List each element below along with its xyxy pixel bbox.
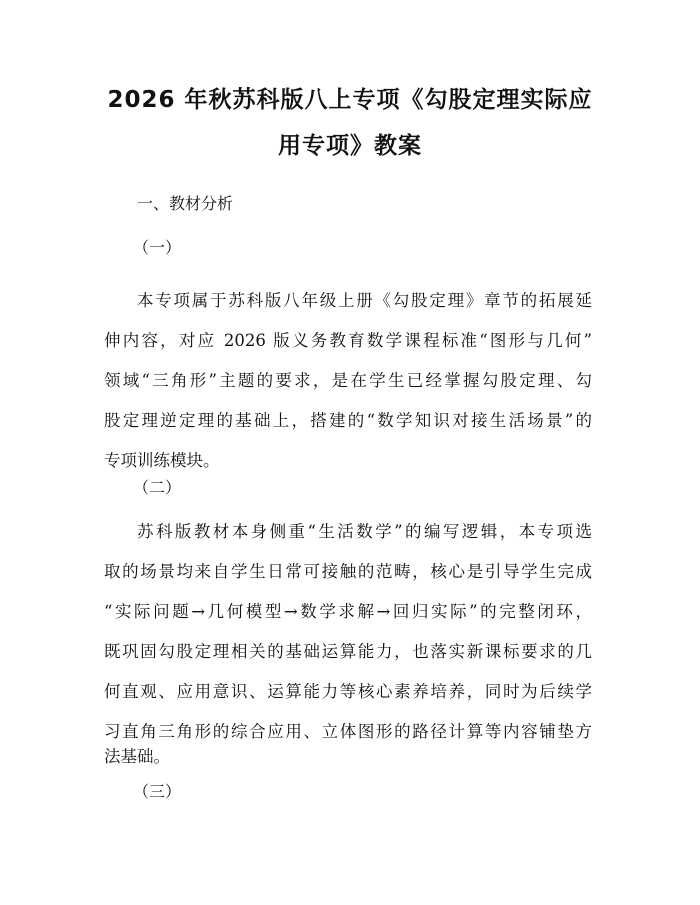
subsection-heading-1: （一） [133,238,182,257]
paragraph-2-line: “实际问题→几何模型→数学求解→回归实际”的完整闭环， [104,602,592,621]
document-title-line-1: 2026 年秋苏科版八上专项《勾股定理实际应 [107,87,593,113]
paragraph-2-line: 既巩固勾股定理相关的基础运算能力，也落实新课标要求的几 [104,642,592,661]
subsection-heading-2: （二） [133,478,182,497]
paragraph-1-line: 领域“三角形”主题的要求，是在学生已经掌握勾股定理、勾 [104,371,592,390]
section-heading: 一、教材分析 [137,194,234,213]
paragraph-1-line: 伸内容，对应 2026 版义务教育数学课程标准“图形与几何” [104,331,592,350]
paragraph-1-line: 本专项属于苏科版八年级上册《勾股定理》章节的拓展延 [137,291,592,310]
paragraph-2-line: 苏科版教材本身侧重“生活数学”的编写逻辑，本专项选 [137,522,592,541]
paragraph-2-line: 取的场景均来自学生日常可接触的范畴，核心是引导学生完成 [104,562,592,581]
paragraph-2-line: 法基础。 [104,747,170,766]
document-title-line-2: 用专项》教案 [278,133,422,159]
paragraph-1-line: 股定理逆定理的基础上，搭建的“数学知识对接生活场景”的 [104,411,592,430]
paragraph-1-line: 专项训练模块。 [104,451,220,470]
paragraph-2-line: 习直角三角形的综合应用、立体图形的路径计算等内容铺垫方 [104,722,592,741]
subsection-heading-3: （三） [133,782,182,801]
paragraph-2-line: 何直观、应用意识、运算能力等核心素养培养，同时为后续学 [104,682,592,701]
